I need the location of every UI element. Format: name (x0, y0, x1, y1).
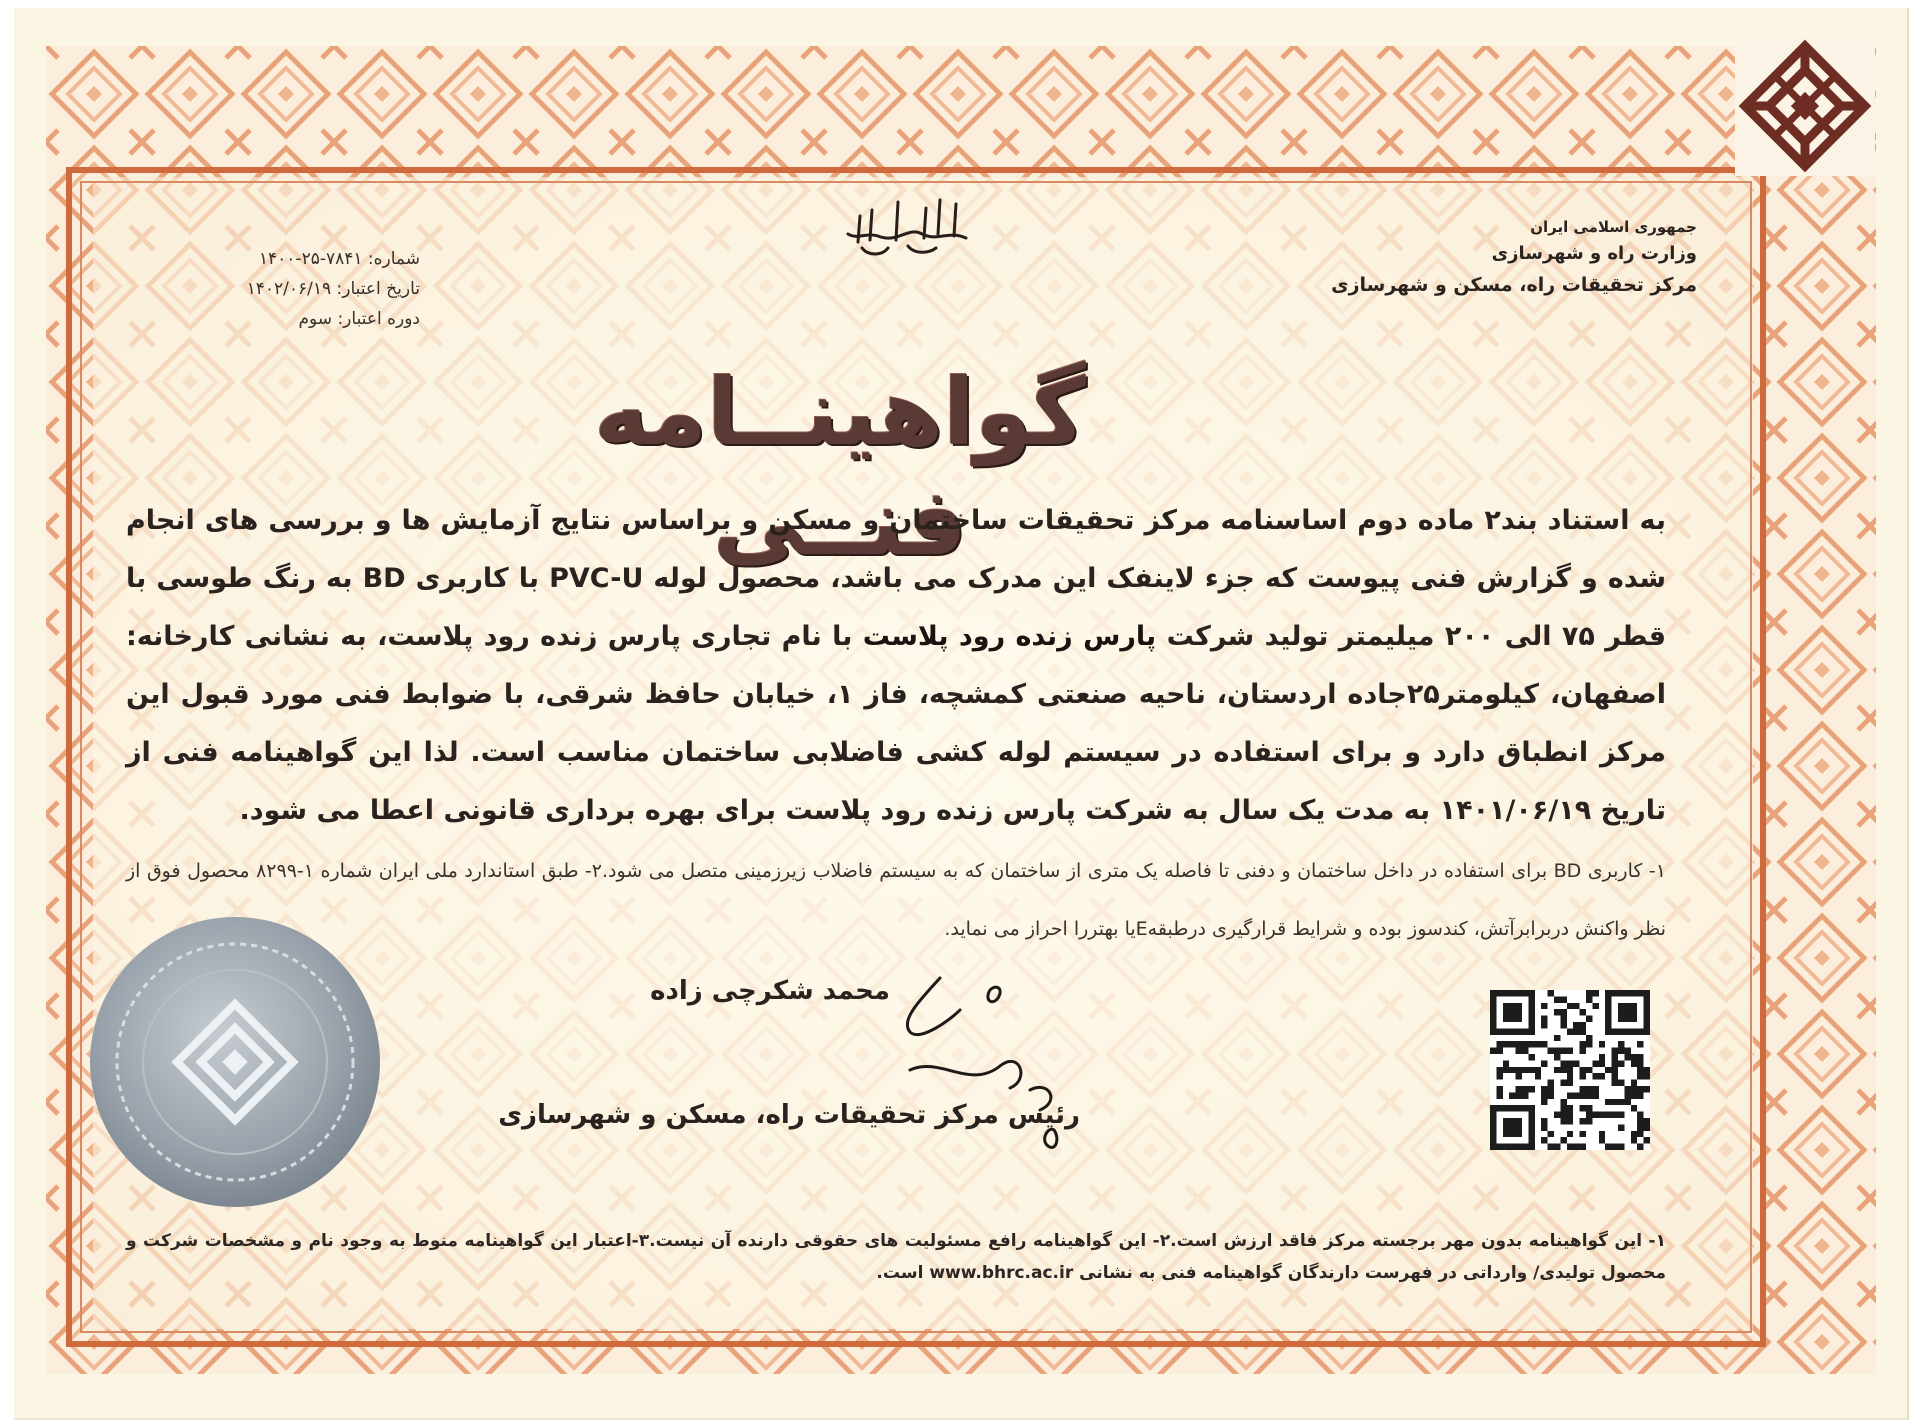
qr-module (1560, 1099, 1566, 1105)
qr-module (1541, 1003, 1547, 1009)
qr-module (1541, 1099, 1547, 1105)
qr-module (1554, 1035, 1560, 1041)
qr-module (1612, 1048, 1618, 1054)
qr-module (1560, 1067, 1566, 1073)
qr-module (1496, 1067, 1502, 1073)
handwritten-signature (880, 970, 1080, 1160)
qr-module (1567, 1060, 1573, 1066)
qr-module (1599, 1073, 1605, 1079)
qr-module (1548, 1080, 1554, 1086)
qr-module (1567, 1073, 1573, 1079)
certificate-title: گواهینــامه فنــی (594, 359, 1086, 576)
qr-module (1618, 1124, 1624, 1130)
qr-module (1592, 1073, 1598, 1079)
qr-module (1528, 1086, 1534, 1092)
qr-module (1586, 1086, 1592, 1092)
qr-module (1618, 1144, 1624, 1150)
qr-module (1554, 1112, 1560, 1118)
qr-module (1573, 1060, 1579, 1066)
qr-module (1567, 1067, 1573, 1073)
qr-module (1567, 1112, 1573, 1118)
qr-module (1618, 1099, 1624, 1105)
qr-module (1592, 990, 1598, 996)
qr-module (1516, 1041, 1522, 1047)
qr-module (1567, 1105, 1573, 1111)
qr-module (1631, 1105, 1637, 1111)
qr-module (1528, 1054, 1534, 1060)
qr-module (1631, 1131, 1637, 1137)
qr-module (1612, 1073, 1618, 1079)
qr-module (1631, 1086, 1637, 1092)
country-name: جمهوری اسلامی ایران (1530, 218, 1697, 236)
validity-date: تاریخ اعتبار: ۱۴۰۲/۰۶/۱۹ (246, 279, 420, 299)
qr-module (1554, 1048, 1560, 1054)
certificate-metadata (150, 244, 420, 334)
qr-module (1535, 1073, 1541, 1079)
qr-module (1541, 1060, 1547, 1066)
qr-module (1624, 1054, 1630, 1060)
qr-module (1496, 1048, 1502, 1054)
qr-module (1516, 1067, 1522, 1073)
qr-module (1580, 1092, 1586, 1098)
qr-module (1573, 1144, 1579, 1150)
qr-module (1618, 1048, 1624, 1054)
qr-code-icon[interactable] (1490, 986, 1650, 1154)
qr-module (1637, 1073, 1643, 1079)
qr-module (1605, 1112, 1611, 1118)
qr-module (1516, 1073, 1522, 1079)
qr-module (1554, 996, 1560, 1002)
qr-module (1631, 1060, 1637, 1066)
qr-module (1637, 1041, 1643, 1047)
qr-module (1644, 1124, 1650, 1130)
qr-module (1599, 1131, 1605, 1137)
qr-module (1503, 1067, 1509, 1073)
qr-module (1528, 1067, 1534, 1073)
qr-module (1580, 1048, 1586, 1054)
qr-module (1580, 1131, 1586, 1137)
qr-module (1599, 1137, 1605, 1143)
qr-module (1509, 1041, 1515, 1047)
ministry-name: وزارت راه و شهرسازی (1491, 243, 1697, 264)
qr-module (1560, 1118, 1566, 1124)
qr-module (1573, 1092, 1579, 1098)
qr-module (1612, 1099, 1618, 1105)
body-text-part2: با نام تجاری پارس زنده رود پلاست، به نشانی کارخانه: اصفهان، کیلومتر۲۵جاده اردستان، ناحیه صنعتی کمشچه، فاز ۱، خیابان حافظ شرقی، با ضوابط فنی مورد قبول این مرکز انطباق دارد و برای استفاده در سیستم لوله کشی فاضلابی ساختمان مناسب است. لذا این گواهینامه فنی از تاریخ ۱۴۰۱/۰۶/۱۹ به مدت یک سال به شرکت پارس زنده رود پلاست برای بهره برداری قانونی اعطا می شود. (126, 621, 1666, 826)
qr-module (1637, 1060, 1643, 1066)
qr-module (1541, 1137, 1547, 1143)
qr-module (1580, 1105, 1586, 1111)
qr-module (1503, 1041, 1509, 1047)
qr-module (1624, 1086, 1630, 1092)
qr-module (1541, 1022, 1547, 1028)
qr-module (1541, 1016, 1547, 1022)
qr-module (1631, 1137, 1637, 1143)
qr-module (1580, 1086, 1586, 1092)
qr-module (1567, 1080, 1573, 1086)
qr-module (1560, 1105, 1566, 1111)
qr-module (1637, 1086, 1643, 1092)
qr-module (1554, 1144, 1560, 1150)
bismillah-calligraphy (838, 190, 978, 260)
qr-module (1541, 1041, 1547, 1047)
qr-module (1586, 1112, 1592, 1118)
qr-module (1644, 1073, 1650, 1079)
signer-title: رئیس مرکز تحقیقات راه، مسکن و شهرسازی (498, 1100, 1080, 1130)
qr-module (1573, 1028, 1579, 1034)
qr-module (1586, 1041, 1592, 1047)
company-name: پارس زنده رود پلاست (862, 621, 1157, 652)
qr-module (1637, 1118, 1643, 1124)
qr-module (1554, 1067, 1560, 1073)
qr-module (1599, 1041, 1605, 1047)
qr-module (1548, 1144, 1554, 1150)
qr-module (1541, 1124, 1547, 1130)
issuer-header (1331, 216, 1697, 300)
qr-module (1592, 1060, 1598, 1066)
body-text-part1: به استناد بند۲ ماده دوم اساسنامه مرکز تحقیقات ساختمان و مسکن و براساس نتایج آزمایش ها و بررسی های انجام شده و گزارش فنی پیوست که جزء لاینفک این مدرک می باشد، محصول لوله PVC-U با کاربری BD به رنگ طوسی با قطر ۷۵ الی ۲۰۰ میلیمتر تولید شرکت (126, 505, 1666, 652)
qr-module (1535, 1041, 1541, 1047)
qr-module (1586, 1105, 1592, 1111)
qr-module (1612, 1060, 1618, 1066)
qr-module (1586, 1118, 1592, 1124)
qr-module (1509, 1092, 1515, 1098)
qr-module (1637, 1067, 1643, 1073)
qr-module (1573, 1003, 1579, 1009)
qr-module (1612, 1080, 1618, 1086)
qr-module (1624, 1092, 1630, 1098)
qr-module (1554, 1009, 1560, 1015)
qr-module (1496, 1041, 1502, 1047)
qr-module (1560, 1080, 1566, 1086)
qr-module (1599, 1112, 1605, 1118)
qr-module (1535, 1067, 1541, 1073)
qr-module (1612, 1067, 1618, 1073)
certificate-number: شماره: ۷۸۴۱-۲۵-۱۴۰۰ (258, 249, 420, 269)
embossed-seal-icon (80, 912, 390, 1212)
qr-module (1560, 1060, 1566, 1066)
qr-module (1586, 1016, 1592, 1022)
qr-module (1580, 1073, 1586, 1079)
qr-module (1567, 1118, 1573, 1124)
validity-period: دوره اعتبار: سوم (298, 309, 420, 329)
qr-module (1560, 1022, 1566, 1028)
qr-module (1548, 1086, 1554, 1092)
qr-module (1637, 1144, 1643, 1150)
qr-module (1522, 1048, 1528, 1054)
qr-module (1592, 1086, 1598, 1092)
qr-module (1586, 1092, 1592, 1098)
qr-module (1637, 1054, 1643, 1060)
qr-module (1631, 1054, 1637, 1060)
qr-module (1612, 1112, 1618, 1118)
qr-module (1528, 1041, 1534, 1047)
qr-module (1644, 1067, 1650, 1073)
qr-module (1522, 1067, 1528, 1073)
qr-module (1599, 1060, 1605, 1066)
signer-name: محمد شکرچی زاده (650, 976, 890, 1006)
qr-module (1560, 1112, 1566, 1118)
qr-module (1554, 1054, 1560, 1060)
qr-module (1580, 1067, 1586, 1073)
qr-module (1541, 1092, 1547, 1098)
qr-module (1644, 1118, 1650, 1124)
qr-module (1631, 1080, 1637, 1086)
qr-module (1580, 1144, 1586, 1150)
qr-module (1605, 1144, 1611, 1150)
qr-module (1580, 1041, 1586, 1047)
qr-module (1560, 1016, 1566, 1022)
qr-module (1580, 1009, 1586, 1015)
qr-module (1618, 1080, 1624, 1086)
qr-module (1496, 1086, 1502, 1092)
qr-module (1496, 1092, 1502, 1098)
qr-module (1580, 1022, 1586, 1028)
qr-module (1548, 1131, 1554, 1137)
qr-module (1586, 1035, 1592, 1041)
qr-module (1586, 996, 1592, 1002)
qr-module (1548, 1092, 1554, 1098)
qr-module (1496, 1073, 1502, 1079)
qr-module (1618, 1041, 1624, 1047)
qr-module (1567, 1131, 1573, 1137)
qr-module (1599, 1054, 1605, 1060)
qr-module (1548, 990, 1554, 996)
qr-module (1567, 1003, 1573, 1009)
qr-module (1624, 1099, 1630, 1105)
qr-module (1509, 1067, 1515, 1073)
qr-module (1580, 1118, 1586, 1124)
qr-module (1522, 1092, 1528, 1098)
center-name: مرکز تحقیقات راه، مسکن و شهرسازی (1331, 274, 1697, 296)
qr-module (1624, 1048, 1630, 1054)
qr-module (1637, 1124, 1643, 1130)
qr-module (1605, 1099, 1611, 1105)
qr-module (1592, 1092, 1598, 1098)
qr-module (1592, 1112, 1598, 1118)
qr-module (1560, 996, 1566, 1002)
qr-module (1567, 1092, 1573, 1098)
qr-module (1586, 1067, 1592, 1073)
qr-module (1618, 1060, 1624, 1066)
qr-module (1637, 1112, 1643, 1118)
qr-module (1516, 1086, 1522, 1092)
qr-module (1644, 1086, 1650, 1092)
qr-module (1580, 1028, 1586, 1034)
qr-module (1637, 1131, 1643, 1137)
bhrc-logo-knot-icon (1735, 36, 1875, 176)
qr-module (1522, 1041, 1528, 1047)
qr-module (1567, 1048, 1573, 1054)
qr-module (1637, 1092, 1643, 1098)
qr-module (1612, 1054, 1618, 1060)
qr-module (1567, 1144, 1573, 1150)
certificate-footer-notes: ۱- این گواهینامه بدون مهر برجسته مرکز فاقد ارزش است.۲- این گواهینامه رافع مسئولیت های حقوقی دارنده آن نیست.۳-اعتبار این گواهینامه منوط به وجود نام و مشخصات شرکت و محصول تولیدی/ وارداتی در فهرست دارندگان گواهینامه فنی به نشانی www.bhrc.ac.ir است. (126, 1231, 1667, 1283)
qr-module (1516, 1048, 1522, 1054)
qr-module (1612, 1144, 1618, 1150)
qr-module (1541, 1086, 1547, 1092)
qr-module (1586, 990, 1592, 996)
qr-module (1560, 1009, 1566, 1015)
certificate-notes: ۱- کاربری BD برای استفاده در داخل ساختمان و دفنی تا فاصله یک متری از ساختمان که به سیستم فاضلاب زیرزمینی متصل می شود.۲- طبق استاندارد ملی ایران شماره ۱-۸۲۹۹ محصول فوق از نظر واکنش دربرابرآتش، کندسوز بوده و شرایط قرارگیری درطبقهEیا بهتررا احراز می نماید. (126, 860, 1666, 940)
qr-module (1618, 1112, 1624, 1118)
qr-module (1522, 1086, 1528, 1092)
qr-module (1541, 1118, 1547, 1124)
qr-module (1560, 1048, 1566, 1054)
qr-module (1516, 1092, 1522, 1098)
qr-module (1567, 1028, 1573, 1034)
qr-module (1490, 1048, 1496, 1054)
qr-module (1560, 1137, 1566, 1143)
qr-module (1592, 1003, 1598, 1009)
qr-module (1605, 1067, 1611, 1073)
qr-module (1631, 1092, 1637, 1098)
qr-module (1503, 1060, 1509, 1066)
certificate-body (126, 492, 1666, 840)
qr-module (1548, 1048, 1554, 1054)
qr-module (1573, 1022, 1579, 1028)
qr-module (1644, 1137, 1650, 1143)
